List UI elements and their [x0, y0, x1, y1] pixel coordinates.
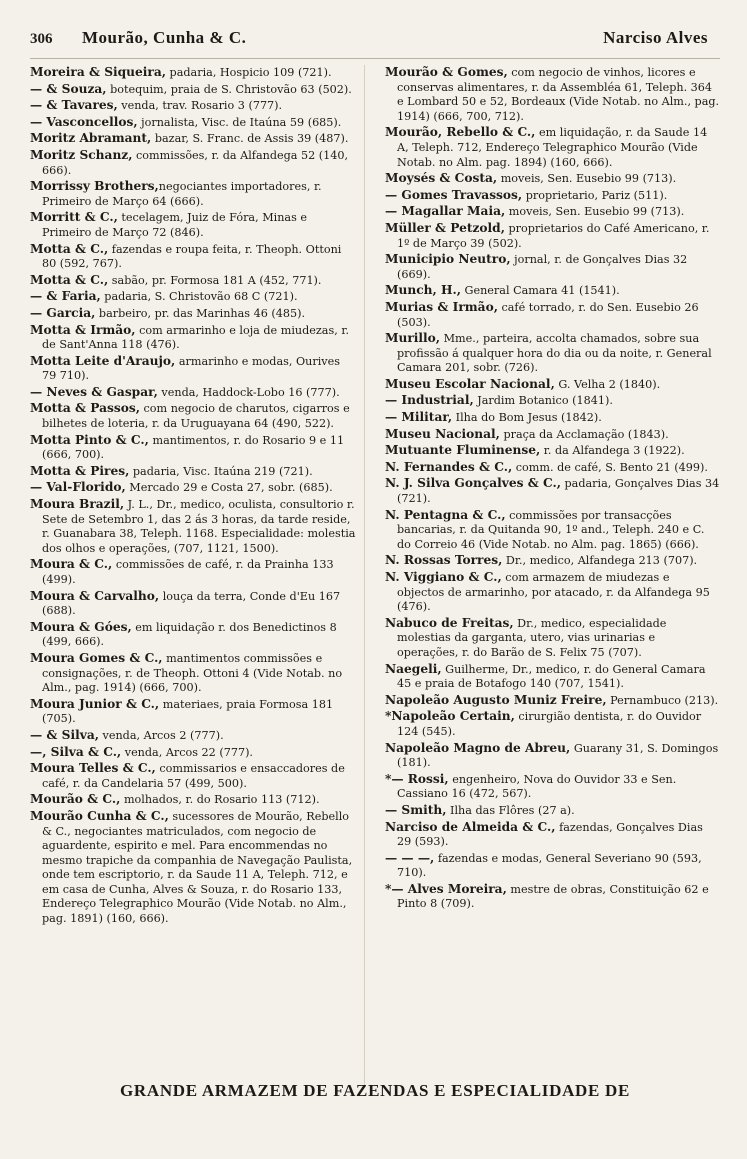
- directory-columns: [30, 65, 720, 1085]
- entry-name: Naegeli,: [385, 661, 442, 676]
- entry-details: tecelagem, Juiz de Fóra, Minas e Primeiro de Março 72 (846).: [42, 211, 308, 239]
- directory-entry: [30, 497, 356, 556]
- entry-name: Motta Pinto & C.,: [30, 432, 149, 447]
- entry-name: Müller & Petzold,: [385, 220, 505, 235]
- directory-entry: [385, 476, 720, 506]
- entry-name: — Industrial,: [385, 393, 474, 408]
- directory-entry: [385, 331, 720, 376]
- entry-details: venda, Arcos 22 (777).: [121, 745, 253, 759]
- directory-entry: [30, 65, 356, 81]
- entry-details: com armarinho e loja de miudezas, r. de Sant'Anna 118 (476).: [42, 323, 349, 352]
- entry-details: Guarany 31, S. Domingos (181).: [397, 741, 719, 770]
- entry-name: — Magallar Maia,: [385, 204, 506, 219]
- directory-entry: [385, 377, 720, 393]
- directory-entry: [385, 882, 720, 912]
- entry-details: botequim, praia de S. Christovão 63 (502).: [106, 82, 352, 96]
- entry-details: fazendas e roupa feita, r. Theoph. Ottoni 80 (592, 767).: [42, 242, 342, 271]
- directory-entry: [385, 204, 720, 220]
- entry-details: mestre de obras, Constituição 62 e Pinto 8 (709).: [397, 882, 709, 911]
- directory-entry: [30, 242, 356, 272]
- entry-details: Guilherme, Dr., medico, r. do General Camara 45 e praia de Botafogo 140 (707, 1541).: [397, 662, 706, 691]
- entry-details: café torrado, r. do Sen. Eusebio 26 (503).: [397, 300, 699, 329]
- directory-entry: [385, 221, 720, 251]
- directory-entry: [385, 410, 720, 426]
- directory-entry: [30, 809, 356, 927]
- entry-details: moveis, Sen. Eusebio 99 (713).: [505, 205, 685, 219]
- directory-entry: [30, 557, 356, 587]
- entry-name: Mourão, Rebello & C.,: [385, 125, 536, 140]
- entry-details: mantimentos commissões e consignações, r. de Theoph. Ottoni 4 (Vide Notab. no Alm., pag. 1914) (666, 700).: [42, 651, 343, 695]
- directory-entry: [30, 480, 356, 496]
- entry-name: Moreira & Siqueira,: [30, 65, 166, 79]
- directory-entry: [30, 620, 356, 650]
- entry-details: General Camara 41 (1541).: [460, 284, 620, 298]
- entry-name: — & Faria,: [30, 289, 101, 304]
- entry-details: louça da terra, Conde d'Eu 167 (688).: [42, 589, 341, 618]
- directory-entry: [30, 761, 356, 791]
- entry-details: r. da Alfandega 3 (1922).: [540, 444, 685, 458]
- directory-entry: [385, 508, 720, 553]
- entry-name: Murias & Irmão,: [385, 299, 498, 314]
- directory-entry: [30, 306, 356, 322]
- entry-details: barbeiro, pr. das Marinhas 46 (485).: [95, 306, 306, 320]
- directory-entry: [30, 433, 356, 463]
- directory-entry: [30, 792, 356, 808]
- directory-entry: [30, 728, 356, 744]
- right-column: [385, 65, 720, 1085]
- entry-name: Moura Telles & C.,: [30, 761, 156, 776]
- directory-entry: [30, 179, 356, 209]
- entry-name: Morritt & C.,: [30, 210, 118, 225]
- directory-entry: [30, 148, 356, 178]
- entry-details: commissões, r. da Alfandega 52 (140, 666).: [42, 148, 349, 177]
- entry-details: sabão, pr. Formosa 181 A (452, 771).: [108, 273, 322, 287]
- entry-details: venda, Arcos 2 (777).: [98, 728, 224, 742]
- directory-entry: [385, 460, 720, 476]
- entry-details: Mme., parteira, accolta chamados, sobre sua profissão á qualquer hora do dia ou da noite, r. General Camara 201, sobr. (726).: [397, 332, 712, 375]
- entry-details: molhados, r. do Rosario 113 (712).: [120, 793, 320, 807]
- entry-name: — & Silva,: [30, 727, 99, 742]
- entry-name: Moura Gomes & C.,: [30, 650, 163, 665]
- directory-entry: [385, 662, 720, 692]
- entry-details: moveis, Sen. Eusebio 99 (713).: [497, 172, 677, 186]
- entry-name: Moura Brazil,: [30, 497, 125, 512]
- directory-entry: [30, 354, 356, 384]
- directory-entry: [30, 697, 356, 727]
- entry-details: jornal, r. de Gonçalves Dias 32 (669).: [397, 253, 688, 281]
- directory-entry: [30, 323, 356, 353]
- entry-details: com armazem de miudezas e objectos de armarinho, por atacado, r. da Alfandega 95 (476).: [397, 571, 710, 614]
- footer-banner: GRANDE ARMAZEM DE FAZENDAS E ESPECIALIDADE DE: [119, 1081, 631, 1100]
- entry-name: Narciso de Almeida & C.,: [385, 819, 556, 834]
- entry-details: padaria, S. Christovão 68 C (721).: [100, 290, 298, 304]
- entry-details: Ilha das Flôres (27 a).: [446, 803, 575, 817]
- entry-name: Moura Junior & C.,: [30, 696, 160, 711]
- entry-details: negociantes importadores, r. Primeiro de Março 64 (666).: [42, 180, 322, 208]
- entry-name: — Smith,: [385, 802, 447, 817]
- entry-name: — & Tavares,: [30, 98, 118, 113]
- entry-name: Napoleão Augusto Muniz Freire,: [385, 692, 607, 707]
- entry-details: padaria, Gonçalves Dias 34 (721).: [397, 477, 720, 506]
- entry-details: Mercado 29 e Costa 27, sobr. (685).: [125, 481, 333, 495]
- directory-page: [30, 28, 720, 1128]
- entry-name: Moura & Carvalho,: [30, 588, 160, 603]
- page-number: 306: [30, 31, 53, 47]
- entry-details: Ilha do Bom Jesus (1842).: [452, 411, 602, 425]
- entry-name: Morrissy Brothers,: [30, 179, 159, 194]
- entry-name: Mourão & C.,: [30, 792, 121, 807]
- entry-details: Pernambuco (213).: [606, 693, 719, 707]
- directory-entry: [385, 188, 720, 204]
- directory-entry: [385, 772, 720, 802]
- entry-name: Municipio Neutro,: [385, 252, 511, 267]
- entry-name: Moysés & Costa,: [385, 171, 498, 186]
- entry-details: proprietario, Pariz (511).: [522, 188, 668, 202]
- directory-entry: [385, 553, 720, 569]
- entry-details: proprietarios do Café Americano, r. 1º de Março 39 (502).: [397, 221, 710, 250]
- entry-details: materiaes, praia Formosa 181 (705).: [42, 697, 334, 726]
- directory-entry: [385, 709, 720, 739]
- entry-name: — & Souza,: [30, 81, 107, 96]
- directory-entry: [30, 385, 356, 401]
- entry-name: Motta & C.,: [30, 272, 109, 287]
- entry-name: Munch, H.,: [385, 283, 461, 298]
- entry-details: fazendas, Gonçalves Dias 29 (593).: [397, 820, 703, 849]
- entry-details: J. L., Dr., medico, oculista, consultorio r. Sete de Setembro 1, das 2 ás 3 horas, da tarde reside, r. Guanabara 38, Teleph. 1168. Especialidade: molestia dos olhos e operações, (707, 1121, 1500).: [42, 498, 356, 555]
- directory-entry: [30, 745, 356, 761]
- entry-name: Motta & Irmão,: [30, 322, 136, 337]
- entry-details: sucessores de Mourão, Rebello & C., negociantes matriculados, com negocio de aguardente, espirito e mel. Para encommendas no mesmo trapiche da companhia de Navegação Paulista, onde tem escriptorio, r. da Saude 11 A, Teleph. 712, e em casa de Cunha, Alves & Souza, r. do Rosario 133, Endereço Telegraphico Mourão (Vide Notab. no Alm., pag. 1891) (160, 666).: [42, 809, 353, 926]
- entry-name: — Val-Florido,: [30, 480, 126, 495]
- entry-details: praça da Acclamação (1843).: [499, 427, 669, 441]
- entry-name: — Gomes Travassos,: [385, 187, 523, 202]
- directory-entry: [385, 171, 720, 187]
- entry-name: — Neves & Gaspar,: [30, 384, 158, 399]
- directory-entry: [385, 283, 720, 299]
- entry-details: armarinho e modas, Ourives 79 710).: [42, 354, 340, 383]
- entry-details: engenheiro, Nova do Ouvidor 33 e Sen. Cassiano 16 (472, 567).: [397, 772, 677, 801]
- entry-name: Museu Escolar Nacional,: [385, 376, 555, 391]
- entry-name: N. Viggiano & C.,: [385, 570, 502, 584]
- entry-name: Napoleão Magno de Abreu,: [385, 740, 571, 755]
- entry-details: com negocio de vinhos, licores e conservas alimentares, r. da Assembléa 61, Teleph. 364 e Lombard 50 e 52, Bordeaux (Vide Notab. no Alm., pag. 1914) (666, 700, 712).: [397, 66, 720, 123]
- directory-entry: [385, 443, 720, 459]
- right-header: Narciso Alves: [603, 28, 708, 47]
- entry-details: commissões de café, r. da Prainha 133 (499).: [42, 558, 334, 586]
- entry-details: comm. de café, S. Bento 21 (499).: [512, 460, 708, 474]
- entry-details: padaria, Visc. Itaúna 219 (721).: [129, 464, 313, 478]
- directory-entry: [30, 98, 356, 114]
- entry-details: Dr., medico, especialidade molestias da garganta, utero, vias urinarias e operações, r. do Barão de S. Felix 75 (707).: [397, 616, 667, 659]
- directory-entry: [385, 393, 720, 409]
- entry-name: *— Alves Moreira,: [385, 881, 507, 896]
- directory-entry: [385, 300, 720, 330]
- entry-details: commissões por transacções bancarias, r. da Quitanda 90, 1º and., Teleph. 240 e C. do Correio 46 (Vide Notab. no Alm. pag. 1865) (666).: [397, 508, 705, 551]
- directory-entry: [385, 820, 720, 850]
- entry-name: N. Fernandes & C.,: [385, 459, 513, 474]
- entry-name: — Militar,: [385, 410, 453, 425]
- entry-name: Moura & Góes,: [30, 619, 132, 634]
- entry-name: Mutuante Fluminense,: [385, 443, 541, 458]
- entry-details: cirurgião dentista, r. do Ouvidor 124 (545).: [397, 710, 702, 738]
- entry-name: —, Silva & C.,: [30, 744, 122, 759]
- entry-name: Mourão Cunha & C.,: [30, 808, 169, 823]
- entry-name: Nabuco de Freitas,: [385, 615, 514, 630]
- entry-details: bazar, S. Franc. de Assis 39 (487).: [151, 132, 349, 146]
- entry-details: venda, trav. Rosario 3 (777).: [117, 99, 283, 113]
- entry-details: Jardim Botanico (1841).: [473, 394, 613, 408]
- entry-name: *— Rossi,: [385, 771, 449, 786]
- entry-details: mantimentos, r. do Rosario 9 e 11 (666, 700).: [42, 433, 345, 462]
- entry-details: com negocio de charutos, cigarros e bilhetes de loteria, r. da Uruguayana 64 (490, 522).: [42, 402, 350, 431]
- entry-name: Museu Nacional,: [385, 426, 500, 441]
- entry-details: em liquidação, r. da Saude 14 A, Teleph. 712, Endereço Telegraphico Mourão (Vide Notab. no Alm. pag. 1894) (160, 666).: [397, 126, 708, 169]
- entry-name: Motta Leite d'Araujo,: [30, 353, 176, 368]
- entry-details: padaria, Hospicio 109 (721).: [166, 66, 332, 79]
- entry-name: Murillo,: [385, 331, 441, 346]
- directory-entry: [30, 589, 356, 619]
- directory-entry: [30, 115, 356, 131]
- entry-details: jornalista, Visc. de Itaúna 59 (685).: [137, 115, 342, 129]
- left-column: [30, 65, 365, 1085]
- entry-name: Mourão & Gomes,: [385, 65, 508, 79]
- entry-details: fazendas e modas, General Severiano 90 (593, 710).: [397, 851, 702, 880]
- directory-entry: [30, 82, 356, 98]
- directory-entry: [385, 65, 720, 124]
- entry-name: Moura & C.,: [30, 557, 113, 572]
- directory-entry: [30, 464, 356, 480]
- left-header: Mourão, Cunha & C.: [82, 28, 247, 47]
- directory-entry: [385, 851, 720, 881]
- entry-details: commissarios e ensaccadores de café, r. da Candelaria 57 (499, 500).: [42, 762, 345, 790]
- entry-name: *Napoleão Certain,: [385, 709, 515, 724]
- entry-name: N. Pentagna & C.,: [385, 507, 506, 522]
- page-header: [30, 28, 720, 59]
- entry-name: — — —,: [385, 850, 435, 865]
- entry-details: em liquidação r. dos Benedictinos 8 (499, 666).: [42, 620, 337, 649]
- entry-name: Moritz Schanz,: [30, 147, 133, 162]
- directory-entry: [385, 427, 720, 443]
- directory-entry: [30, 210, 356, 240]
- directory-entry: [30, 651, 356, 696]
- entry-name: N. Rossas Torres,: [385, 553, 503, 568]
- directory-entry: [30, 401, 356, 431]
- directory-entry: [385, 803, 720, 819]
- directory-entry: [385, 741, 720, 771]
- directory-entry: [385, 252, 720, 282]
- entry-name: Motta & Passos,: [30, 401, 140, 416]
- directory-entry: [385, 570, 720, 615]
- entry-details: Dr., medico, Alfandega 213 (707).: [502, 554, 698, 568]
- directory-entry: [385, 616, 720, 661]
- directory-entry: [30, 273, 356, 289]
- entry-name: Moritz Abramant,: [30, 131, 152, 146]
- entry-name: N. J. Silva Gonçalves & C.,: [385, 476, 561, 491]
- entry-name: — Vasconcellos,: [30, 114, 138, 129]
- entry-name: — Garcia,: [30, 305, 96, 320]
- entry-name: Motta & Pires,: [30, 463, 130, 478]
- directory-entry: [30, 131, 356, 147]
- directory-entry: [385, 125, 720, 170]
- directory-entry: [30, 289, 356, 305]
- directory-entry: [385, 693, 720, 709]
- entry-name: Motta & C.,: [30, 241, 109, 256]
- entry-details: venda, Haddock-Lobo 16 (777).: [157, 385, 340, 399]
- entry-details: G. Velha 2 (1840).: [554, 377, 661, 391]
